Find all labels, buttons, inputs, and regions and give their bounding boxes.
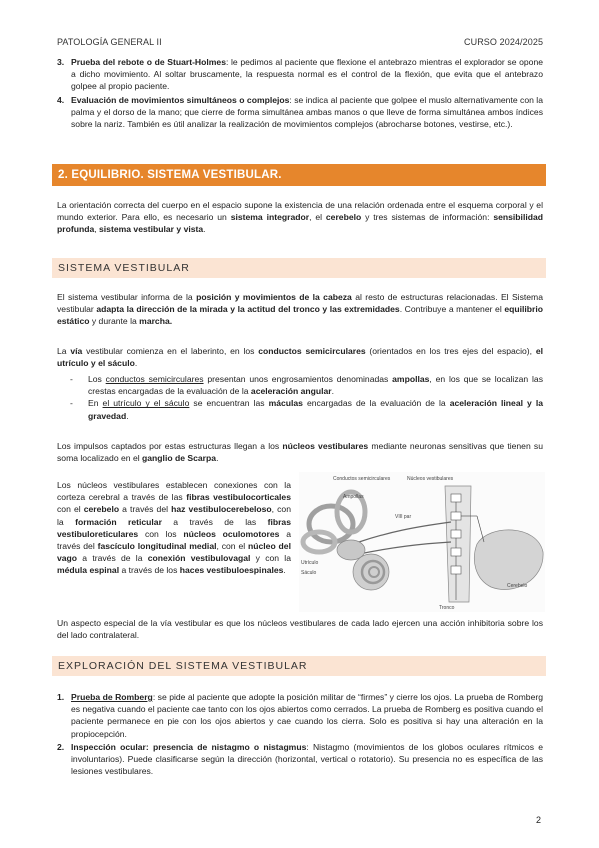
label-nucleos: Núcleos vestibulares	[407, 476, 454, 482]
bottom-numbered-list	[57, 691, 543, 778]
header-course-year: CURSO 2024/2025	[464, 37, 544, 47]
list-item	[57, 741, 543, 778]
inhibicion-paragraph: Un aspecto especial de la vía vestibular es que los núcleos vestibulares de cada lado ejercen una acción inhibitoria sobre los del lado contralateral.	[57, 618, 543, 641]
item-number: 2.	[57, 741, 65, 752]
via-vestibular-paragraph: La vía vestibular comienza en el laberinto, en los conductos semicirculares (orientados en los tres ejes del espacio), el utrículo y el sáculo.	[57, 346, 543, 369]
header-course-title: PATOLOGÍA GENERAL II	[57, 37, 162, 47]
vestibular-diagram	[299, 472, 545, 612]
label-viii-par: VIII par	[395, 514, 412, 520]
vestibular-paragraph: El sistema vestibular informa de la posición y movimientos de la cabeza al resto de estructuras relacionadas. El Sistema vestibular adapta la dirección de la mirada y la actitud del tronco y las extremidades. Contribuye a mantener el equilibrio estático y durante la marcha.	[57, 292, 543, 327]
subsection-heading-sistema-vestibular: SISTEMA VESTIBULAR	[52, 258, 546, 278]
list-item	[57, 691, 543, 740]
conexiones-paragraph: Los núcleos vestibulares establecen conexiones con la corteza cerebral a través de las fibras vestibulocorticales con el cerebelo a través del haz vestibulocerebeloso, con la formación reticular a través de las fibras vestibuloreticulares con los núcleos oculomotores a través del fascículo longitudinal medial, con el núcleo del vago a través de la conexión vestibulovagal y con la médula espinal a través de los haces vestibuloespinales.	[57, 480, 292, 576]
impulsos-paragraph: Los impulsos captados por estas estructuras llegan a los núcleos vestibulares mediante neuronas sensitivas que tienen su soma localizado en el ganglio de Scarpa.	[57, 441, 543, 464]
item-text: Inspección ocular: presencia de nistagmo o nistagmus: Nistagmo (movimientos de los globos oculares rítmicos e involuntarios). Puede clasificarse según la dirección (horizontal, vertical o rotatorio). Su presencia no es específica de las lesiones vestibulares.	[71, 741, 543, 777]
item-number: 3.	[57, 57, 65, 67]
item-text: Los conductos semicirculares presentan unos engrosamientos denominadas ampollas, en los que se localizan las crestas encargadas de la evaluación de la aceleración angular.	[88, 374, 543, 397]
item-text: Prueba de Romberg: se pide al paciente que adopte la posición militar de “firmes” y cierre los ojos. La prueba de Romberg es negativa cuando el paciente cae tanto con los ojos abiertos como cerrados. La prueba de Romberg es positiva cuando el paciente permanece en pie con los ojos abiertos y cae cuando los cierra. Solo es positiva si hay una alteración en la propiocepción.	[71, 692, 543, 739]
section-heading-equilibrio: 2. EQUILIBRIO. SISTEMA VESTIBULAR.	[52, 164, 546, 186]
intro-paragraph: La orientación correcta del cuerpo en el espacio supone la existencia de una relación ordenada entre el esquema corporal y el mundo exterior. Para ello, es necesario un sistema integrador, el cerebelo y tres sistemas de información: sensibilidad profunda, sistema vestibular y vista.	[57, 200, 543, 235]
label-saculo: Sáculo	[301, 570, 317, 576]
subsection-heading-exploracion: EXPLORACIÓN DEL SISTEMA VESTIBULAR	[52, 656, 546, 676]
list-item	[57, 56, 543, 93]
dash-list	[70, 373, 543, 422]
label-utriculo: Utrículo	[301, 560, 319, 566]
label-tronco: Tronco	[439, 605, 455, 611]
top-numbered-list	[57, 56, 543, 131]
label-ampollas: Ampollas	[343, 494, 364, 500]
list-item: - En el utrículo y el sáculo se encuentran las máculas encargadas de la evaluación de la aceleración lineal y la gravedad.	[70, 398, 543, 421]
item-number: 1.	[57, 692, 65, 702]
item-text: En el utrículo y el sáculo se encuentran las máculas encargadas de la evaluación de la aceleración lineal y la gravedad.	[88, 398, 543, 421]
item-text: Prueba del rebote o de Stuart-Holmes: le pedimos al paciente que flexione el antebrazo mientras el explorador se opone a dicho movimiento. Al soltar bruscamente, la respuesta normal es el control de la flexión, que evita que el antebrazo golpee al propio paciente.	[71, 57, 544, 92]
vestibular-pathway-figure	[299, 472, 545, 612]
item-text: Evaluación de movimientos simultáneos o complejos: se indica al paciente que golpee el muslo alternativamente con la palma y el dorso de la mano; que cierre de forma simultánea ambas manos o que lleve de forma simultánea ambos índices sobre la nariz. También es útil analizar la realización de movimientos complejos (abrocharse botones, vestirse, etc.).	[71, 94, 543, 130]
label-conductos: Conductos semicirculares	[333, 476, 391, 482]
list-item: - Los conductos semicirculares presentan unos engrosamientos denominadas ampollas, en los que se localizan las crestas encargadas de la evaluación de la aceleración angular.	[70, 374, 543, 397]
label-cerebelo: Cerebelo	[507, 583, 528, 589]
item-number: 4.	[57, 94, 65, 105]
list-item	[57, 94, 543, 131]
brainstem-shape	[445, 486, 471, 602]
page-number: 2	[536, 815, 542, 825]
